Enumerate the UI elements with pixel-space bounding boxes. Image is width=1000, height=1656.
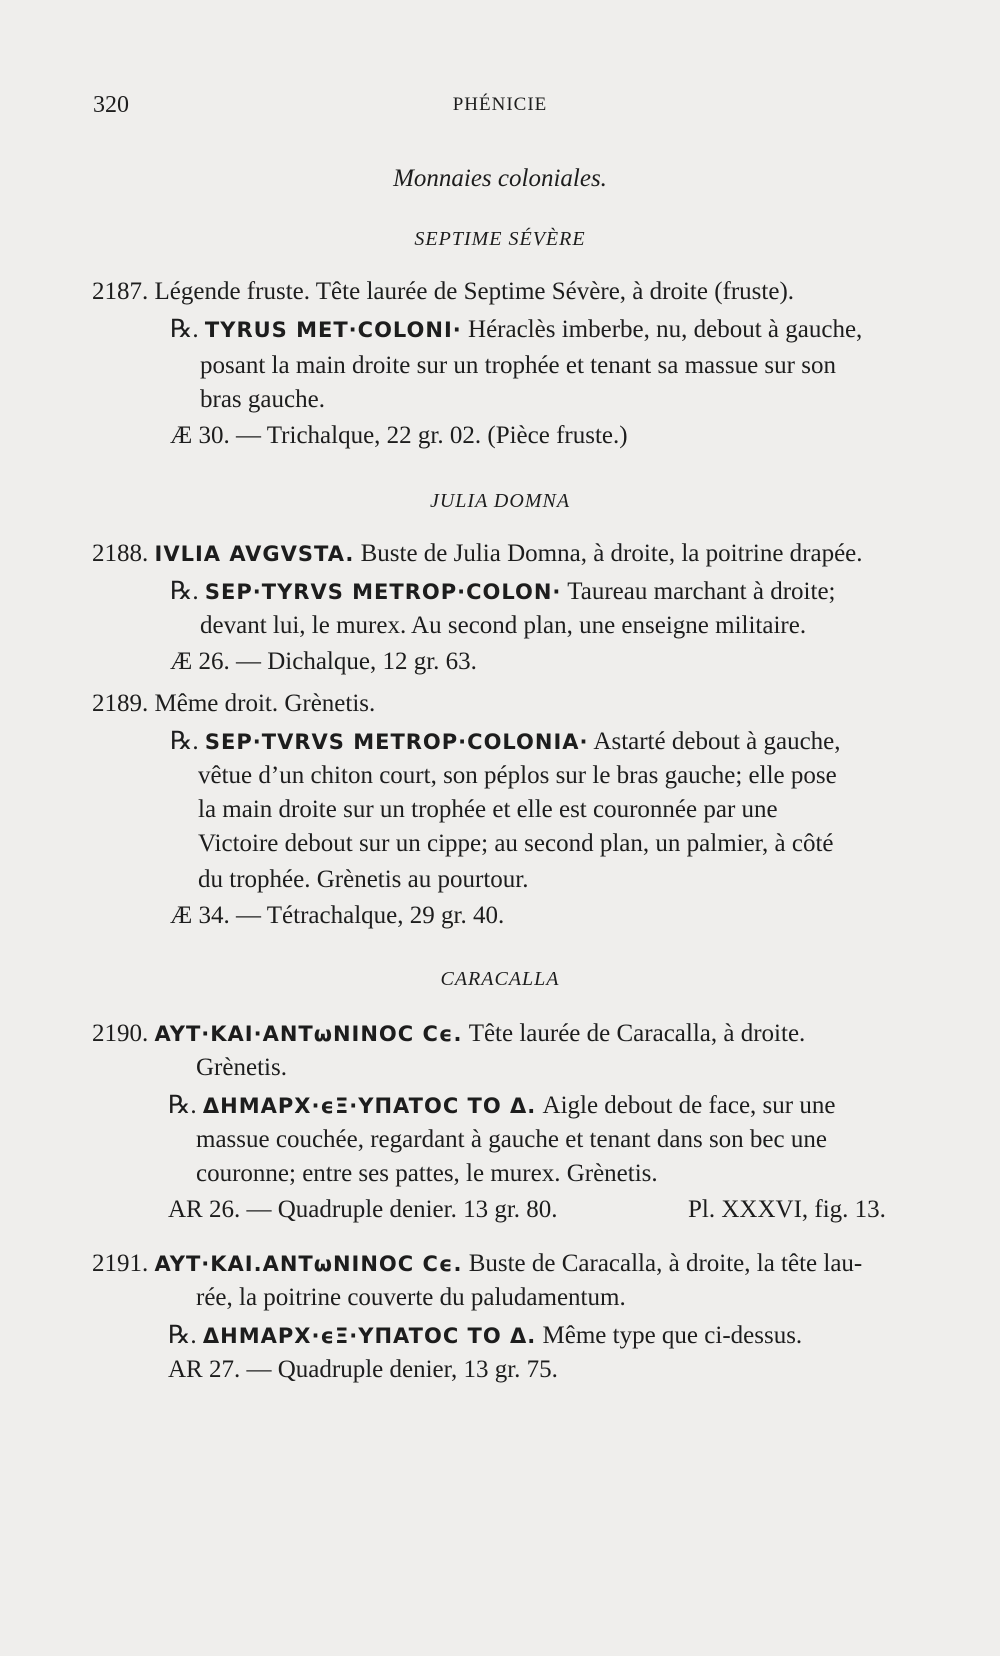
- obverse-text: Même droit. Grènetis.: [154, 690, 376, 717]
- obverse-text-line: rée, la poitrine couverte du paludamentum.: [196, 1284, 626, 1311]
- entry-number: 2190.: [92, 1020, 149, 1047]
- coin-metadata: AR 26. — Quadruple denier. 13 gr. 80.: [168, 1196, 558, 1223]
- reverse-text: Même type que ci-dessus.: [542, 1322, 803, 1349]
- reverse-text-line: bras gauche.: [200, 386, 325, 413]
- obverse-text: Buste de Caracalla, à droite, la tête lau-: [468, 1250, 863, 1277]
- section-title: Monnaies coloniales.: [393, 165, 607, 192]
- entry-number: 2187.: [92, 278, 149, 305]
- obverse-legend: IVLIA AVGVSTA.: [154, 542, 355, 566]
- reverse-text: Héraclès imberbe, nu, debout à gauche,: [468, 316, 863, 343]
- reverse-text: Astarté debout à gauche,: [593, 728, 841, 755]
- reverse-text-line: vêtue d’un chiton court, son péplos sur le bras gauche; elle pose: [198, 762, 837, 789]
- entry-reverse-line: [170, 726, 841, 756]
- obverse-text: Légende fruste. Tête laurée de Septime Sévère, à droite (fruste).: [154, 278, 795, 305]
- emperor-heading-julia: JULIA DOMNA: [429, 490, 571, 512]
- entry-number: 2191.: [92, 1250, 149, 1277]
- reverse-text: Taureau marchant à droite;: [567, 578, 836, 605]
- entry-obverse-line: [92, 278, 794, 306]
- entry-obverse-line: [92, 1250, 862, 1278]
- entry-reverse-line: [170, 314, 862, 344]
- entry-number: 2188.: [92, 540, 149, 567]
- entry-reverse-line: [168, 1320, 802, 1350]
- reverse-text: Aigle debout de face, sur une: [542, 1092, 836, 1119]
- coin-metadata: Æ 30. — Trichalque, 22 gr. 02. (Pièce fruste.): [170, 422, 628, 449]
- reverse-legend: ΔHMAPX·ϵΞ·YΠATOC TO Δ.: [202, 1324, 537, 1348]
- reverse-text-line: massue couchée, regardant à gauche et tenant dans son bec une: [196, 1126, 827, 1153]
- obverse-legend: AYT·KAI.ANTωNINOC Cϵ.: [154, 1252, 463, 1276]
- plate-reference: Pl. XXXVI, fig. 13.: [688, 1196, 886, 1223]
- entry-reverse-line: [170, 576, 835, 606]
- page-number: 320: [93, 92, 129, 118]
- reverse-legend: ΔHMAPX·ϵΞ·YΠATOC TO Δ.: [202, 1094, 537, 1118]
- coin-metadata: Æ 26. — Dichalque, 12 gr. 63.: [170, 648, 477, 675]
- recipe-symbol: ℞.: [168, 1322, 197, 1349]
- obverse-text: Buste de Julia Domna, à droite, la poitrine drapée.: [360, 540, 863, 567]
- recipe-symbol: ℞.: [168, 1092, 197, 1119]
- entry-reverse-line: [168, 1090, 835, 1120]
- reverse-text-line: la main droite sur un trophée et elle est couronnée par une: [198, 796, 778, 823]
- emperor-heading-caracalla: CARACALLA: [440, 968, 560, 990]
- emperor-heading-septime: SEPTIME SÉVÈRE: [414, 228, 586, 250]
- recipe-symbol: ℞.: [170, 578, 199, 605]
- obverse-legend: AYT·KAI·ANTωNINOC Cϵ.: [154, 1022, 463, 1046]
- coin-metadata: AR 27. — Quadruple denier, 13 gr. 75.: [168, 1356, 558, 1383]
- reverse-text-line: du trophée. Grènetis au pourtour.: [198, 866, 529, 893]
- reverse-text-line: posant la main droite sur un trophée et tenant sa massue sur son: [200, 352, 836, 379]
- reverse-text-line: Victoire debout sur un cippe; au second plan, un palmier, à côté: [198, 830, 834, 857]
- obverse-text-line: Grènetis.: [196, 1054, 287, 1081]
- recipe-symbol: ℞.: [170, 728, 199, 755]
- obverse-text: Tête laurée de Caracalla, à droite.: [468, 1020, 806, 1047]
- entry-obverse-line: [92, 1020, 805, 1048]
- reverse-text-line: couronne; entre ses pattes, le murex. Grènetis.: [196, 1160, 658, 1187]
- entry-number: 2189.: [92, 690, 149, 717]
- reverse-text-line: devant lui, le murex. Au second plan, une enseigne militaire.: [200, 612, 807, 639]
- coin-metadata: Æ 34. — Tétrachalque, 29 gr. 40.: [170, 902, 505, 929]
- recipe-symbol: ℞.: [170, 316, 199, 343]
- reverse-legend: SEP·TYRVS METROP·COLON·: [204, 580, 562, 604]
- entry-obverse-line: [92, 540, 863, 568]
- running-head: PHÉNICIE: [452, 94, 548, 115]
- reverse-legend: TYRUS MET·COLONI·: [204, 318, 462, 342]
- entry-obverse-line: [92, 690, 375, 718]
- page-header: [0, 92, 1000, 122]
- reverse-legend: SEP·TVRVS METROP·COLONIA·: [204, 730, 589, 754]
